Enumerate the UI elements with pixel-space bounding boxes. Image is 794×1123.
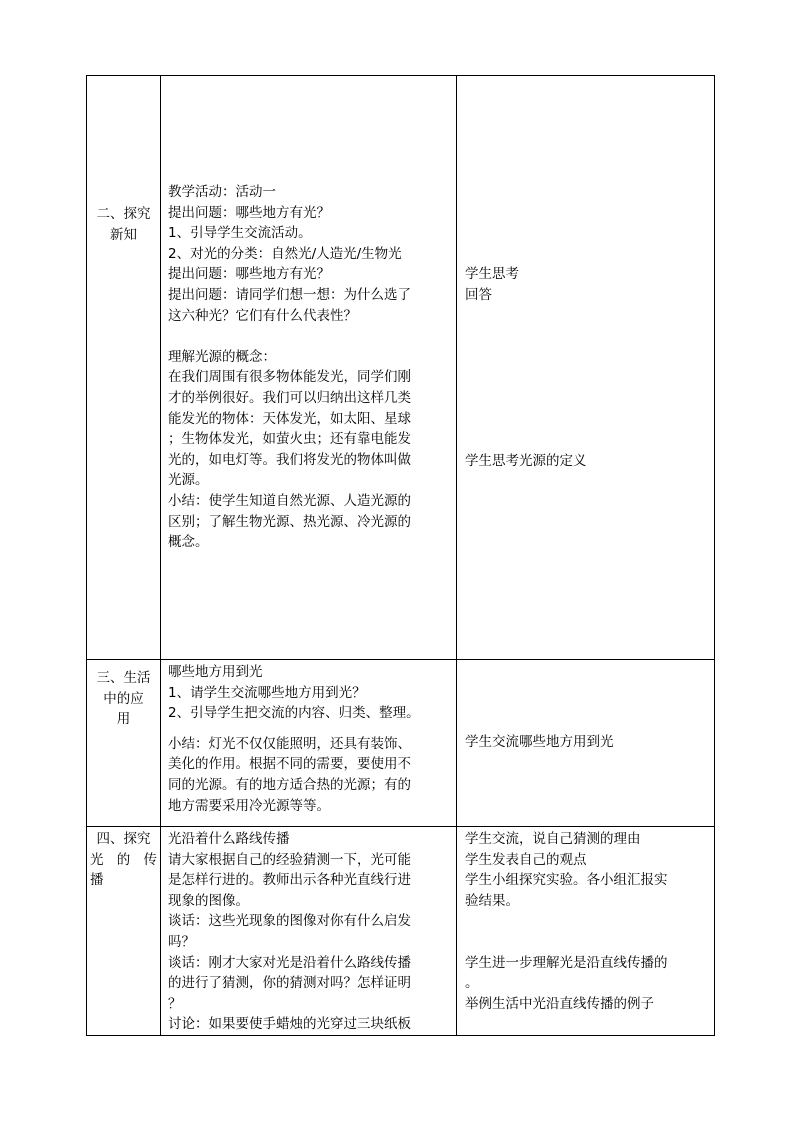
- text-line: 现象的图像。: [168, 892, 249, 909]
- text-line: 哪些地方用到光: [168, 664, 263, 680]
- teacher-activity-cell: [161, 76, 457, 660]
- text-line: 同的光源。有的地方适合热的光源；有的: [168, 776, 411, 793]
- text-line: 学生小组探究实验。各小组汇报实: [465, 872, 668, 889]
- text-line: 举例生活中光沿直线传播的例子: [465, 995, 654, 1012]
- text-line: 光源。: [168, 472, 209, 489]
- text-line: 是怎样行进的。教师出示各种光直线行进: [168, 872, 411, 889]
- table-row-light-propagation: [87, 827, 715, 1036]
- section-title-line: 三、生活: [96, 670, 151, 686]
- text-line: 的进行了猜测，你的猜测对吗？怎样证明: [168, 975, 411, 992]
- section-cell-life-application: [87, 660, 161, 827]
- teacher-activity-cell: [161, 660, 457, 827]
- text-line: 学生思考光源的定义: [465, 453, 587, 470]
- text-line: 提出问题：请同学们想一想：为什么选了: [168, 286, 411, 303]
- section-title-line: 四、探究: [96, 831, 151, 847]
- blank-line: [465, 911, 711, 932]
- section-title-line: 用: [116, 711, 131, 728]
- text-line: 学生思考: [465, 266, 519, 282]
- student-activity-cell: [457, 660, 715, 827]
- text-line: ？: [168, 995, 182, 1012]
- text-line: 学生交流，说自己猜测的理由: [465, 831, 641, 847]
- text-line: 理解光源的概念：: [168, 348, 276, 365]
- text-line: 能发光的物体：天体发光，如太阳、星球: [168, 410, 411, 427]
- text-line: 讨论：如果要使手蜡烛的光穿过三块纸板: [168, 1016, 411, 1033]
- text-line: 教学活动：活动一: [168, 184, 276, 200]
- table-row-explore-new: [87, 76, 715, 660]
- text-line: 小结：使学生知道自然光源、人造光源的: [168, 492, 411, 509]
- text-line: 在我们周围有很多物体能发光，同学们刚: [168, 369, 411, 386]
- text-line: 光的，如电灯等。我们将发光的物体叫做: [168, 451, 411, 468]
- text-line: 美化的作用。根据不同的需要，要使用不: [168, 756, 411, 773]
- text-line: 学生发表自己的观点: [465, 851, 587, 868]
- blank-line: [465, 932, 711, 953]
- text-line: 回答: [465, 286, 492, 303]
- text-line: 吗？: [168, 933, 195, 950]
- text-line: 2、引导学生把交流的内容、归类、整理。: [168, 705, 420, 722]
- section-title-line: 光的传: [90, 851, 157, 868]
- text-line: 1、引导学生交流活动。: [168, 225, 312, 242]
- student-activity-cell: [457, 76, 715, 660]
- text-line: 1、请学生交流哪些地方用到光？: [168, 684, 366, 701]
- teacher-activity-cell: [161, 827, 457, 1036]
- blank-line: [168, 724, 453, 734]
- text-line: 学生交流哪些地方用到光: [465, 734, 614, 750]
- student-activity-cell: [457, 827, 715, 1036]
- section-title-line: 中的应: [103, 690, 144, 707]
- section-cell-light-propagation: [87, 827, 161, 1036]
- text-line: 区别；了解生物光源、热光源、冷光源的: [168, 513, 411, 530]
- text-line: 提出问题：哪些地方有光？: [168, 266, 330, 283]
- section-title-line: 播: [90, 872, 104, 889]
- text-line: 验结果。: [465, 892, 519, 909]
- text-line: 谈话：这些光现象的图像对你有什么启发: [168, 913, 411, 930]
- section-title-line: 二、探究: [96, 206, 151, 222]
- text-line: 概念。: [168, 534, 209, 551]
- text-line: 学生进一步理解光是沿直线传播的: [465, 954, 668, 971]
- table-row-life-application: [87, 660, 715, 827]
- text-line: 提出问题：哪些地方有光？: [168, 204, 330, 221]
- section-cell-explore-new: [87, 76, 161, 660]
- text-line: 小结：灯光不仅仅能照明，还具有装饰、: [168, 735, 411, 752]
- text-line: 。: [465, 975, 479, 992]
- blank-line: [168, 326, 453, 347]
- text-line: 这六种光？它们有什么代表性？: [168, 307, 357, 324]
- text-line: 2、对光的分类：自然光/人造光/生物光: [168, 245, 402, 262]
- text-line: 光沿着什么路线传播: [168, 831, 290, 847]
- text-line: 谈话：刚才大家对光是沿着什么路线传播: [168, 954, 411, 971]
- section-title-line: 新知: [110, 226, 137, 243]
- text-line: 才的举例很好。我们可以归纳出这样几类: [168, 389, 411, 406]
- lesson-plan-table: [86, 75, 715, 1036]
- text-line: 地方需要采用冷光源等等。: [168, 797, 330, 814]
- text-line: ；生物体发光，如萤火虫；还有靠电能发: [168, 431, 411, 448]
- text-line: 请大家根据自己的经验猜测一下，光可能: [168, 851, 411, 868]
